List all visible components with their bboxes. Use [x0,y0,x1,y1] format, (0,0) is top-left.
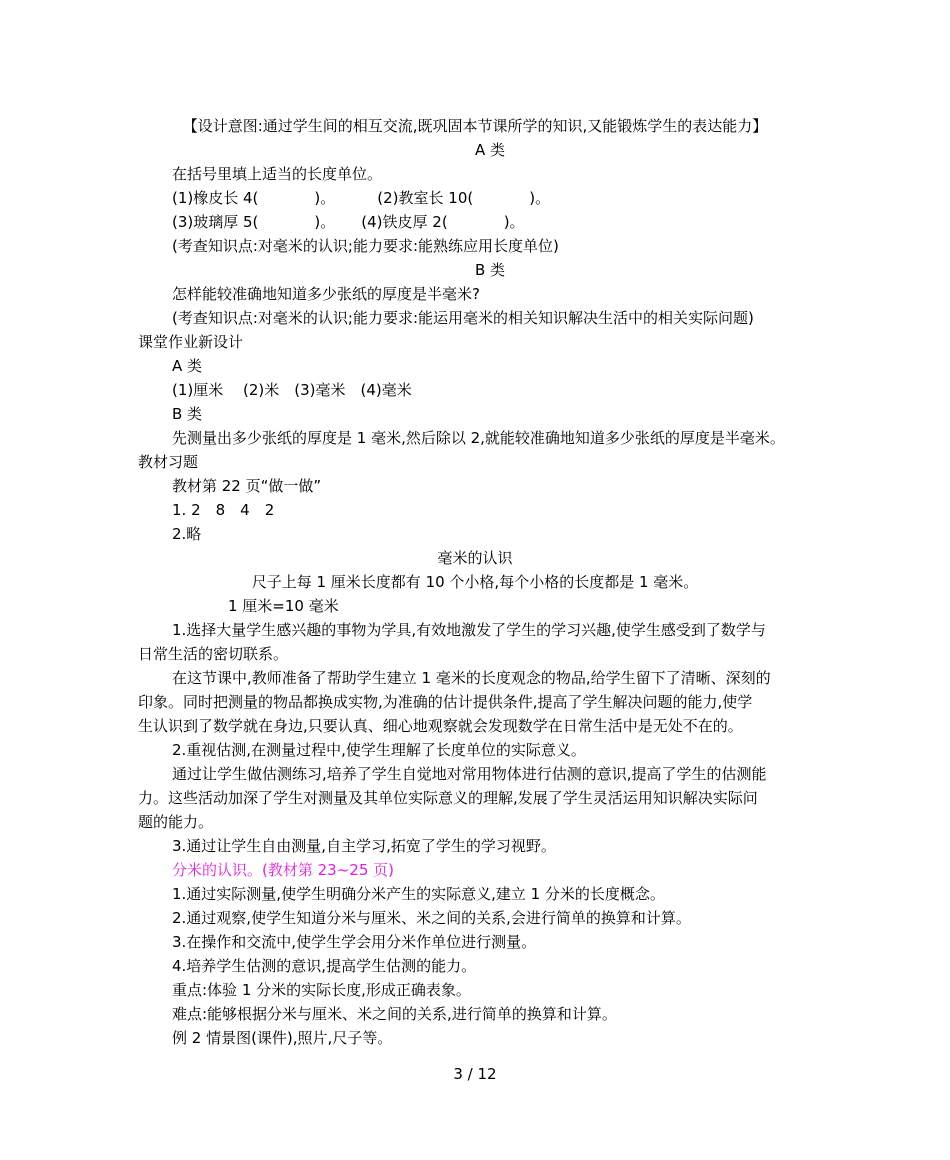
difficult-point: 难点:能够根据分米与厘米、米之间的关系,进行简单的换算和计算。 [172,1005,617,1023]
question-1-close: )。 [314,189,336,207]
answer-a-heading: A 类 [172,357,203,375]
question-row-2 [172,212,525,232]
question-row-1 [172,188,550,208]
answer-a-text: (1)厘米 (2)米 (3)毫米 (4)毫米 [172,381,412,399]
lesson-title-decimeter: 分米的认识。(教材第 23~25 页) [172,861,394,879]
reflection-para-1: 在这节课中,教师准备了帮助学生建立 1 毫米的长度观念的物品,给学生留下了清晰、深刻的 [172,669,771,687]
reflection-1: 1.选择大量学生感兴趣的事物为学具,有效地激发了学生的学习兴趣,使学生感受到了数学与 [172,621,766,639]
question-b: 怎样能较准确地知道多少张纸的厚度是半毫米? [172,285,480,303]
reflection-para-2-cont-2: 题的能力。 [138,813,214,831]
reflection-para-1-cont-1: 印象。同时把测量的物品都换成实物,为准确的估计提供条件,提高了学生解决问题的能力,使学 [138,693,753,711]
section-textbook-heading: 教材习题 [138,453,199,471]
board-line-2: 1 厘米=10 毫米 [228,597,339,615]
objective-3: 3.在操作和交流中,使学生学会用分米作单位进行测量。 [172,933,537,951]
reflection-1-cont: 日常生活的密切联系。 [138,645,289,663]
reflection-para-2: 通过让学生做估测练习,培养了学生自觉地对常用物体进行估测的意识,提高了学生的估测能 [172,765,767,783]
knowledge-note-a: (考查知识点:对毫米的认识;能力要求:能熟练应用长度单位) [172,237,559,255]
answer-b-heading: B 类 [172,405,203,423]
question-4-close: )。 [503,213,525,231]
reflection-para-2-cont-1: 力。这些活动加深了学生对测量及其单位实际意义的理解,发展了学生灵活运用知识解决实际问 [138,789,758,807]
page-number: 3 / 12 [453,1065,497,1083]
board-line-1: 尺子上每 1 厘米长度都有 10 个小格,每个小格的长度都是 1 毫米。 [251,573,699,591]
question-2-text: (2)教室长 10( [377,189,474,207]
exercise-instruction: 在括号里填上适当的长度单位。 [172,165,383,183]
category-b-heading: B 类 [474,261,506,279]
category-a-heading: A 类 [474,141,506,159]
reflection-2: 2.重视估测,在测量过程中,使学生理解了长度单位的实际意义。 [172,741,586,759]
question-2-close: )。 [529,189,551,207]
key-point: 重点:体验 1 分米的实际长度,形成正确表象。 [172,981,471,999]
answer-b-text: 先测量出多少张纸的厚度是 1 毫米,然后除以 2,就能较准确地知道多少张纸的厚度是半毫米。 [172,429,785,447]
textbook-answer-2: 2.略 [172,525,202,543]
textbook-reference: 教材第 22 页“做一做” [172,477,322,495]
objective-1: 1.通过实际测量,使学生明确分米产生的实际意义,建立 1 分米的长度概念。 [172,885,665,903]
objective-4: 4.培养学生估测的意识,提高学生估测的能力。 [172,957,477,975]
reflection-3: 3.通过让学生自由测量,自主学习,拓宽了学生的学习视野。 [172,837,556,855]
question-3-text: (3)玻璃厚 5( [172,213,259,231]
board-title: 毫米的认识 [437,549,513,567]
knowledge-note-b: (考查知识点:对毫米的认识;能力要求:能运用毫米的相关知识解决生活中的相关实际问题) [172,309,754,327]
textbook-answer-1: 1. 2 8 4 2 [172,501,275,519]
teaching-materials: 例 2 情景图(课件),照片,尺子等。 [172,1029,393,1047]
design-intent: 【设计意图:通过学生间的相互交流,既巩固本节课所学的知识,又能锻炼学生的表达能力】 [182,117,768,135]
section-homework-heading: 课堂作业新设计 [138,333,244,351]
objective-2: 2.通过观察,使学生知道分米与厘米、米之间的关系,会进行简单的换算和计算。 [172,909,691,927]
reflection-para-1-cont-2: 生认识到了数学就在身边,只要认真、细心地观察就会发现数学在日常生活中是无处不在的。 [138,717,743,735]
question-1-text: (1)橡皮长 4( [172,189,259,207]
question-3-close: )。 [314,213,336,231]
question-4-text: (4)铁皮厚 2( [361,213,448,231]
